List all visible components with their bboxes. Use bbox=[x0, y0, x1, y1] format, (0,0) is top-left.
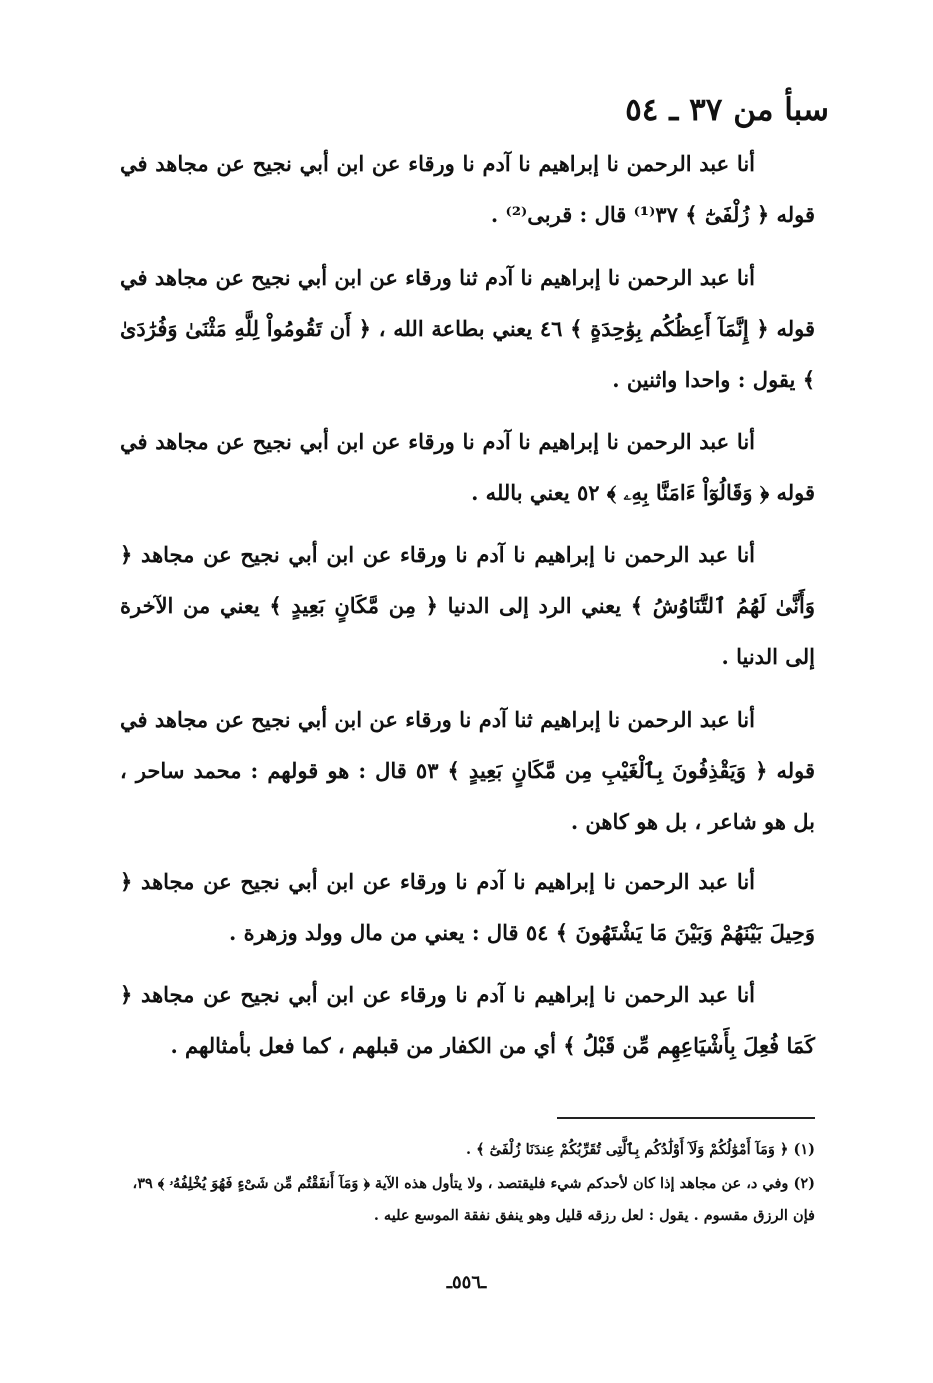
paragraph-7: أنا عبد الرحمن نا إبراهيم نا آدم نا ورقاء عن ابن أبي نجيح عن مجاهد ﴿ كَمَا فُعِلَ بِأَشْيَاعِهِم مِّن قَبْلُ ﴾ أي من الكفار من قبلهم ، كما فعل بأمثالهم . bbox=[120, 982, 815, 1058]
footnote-1: (١) ﴿ وَمَآ أَمْوَٰلُكُمْ وَلَآ أَوْلَٰدُكُم بِٱلَّتِى تُقَرِّبُكُمْ عِندَنَا زُلْفَىٰٓ ﴾ . bbox=[466, 1141, 815, 1158]
paragraph-4: أنا عبد الرحمن نا إبراهيم نا آدم نا ورقاء عن ابن أبي نجيح عن مجاهد ﴿ وَأَنَّىٰ لَهُمُ ٱلتَّنَاوُشُ ﴾ يعني الرد إلى الدنيا ﴿ مِن مَّكَانٍ بَعِيدٍ ﴾ يعني من الآخرة إلى الدنيا . bbox=[120, 542, 815, 669]
footnote-2: (٢) وفي د، عن مجاهد إذا كان لأحدكم شيء فليقتصد ، ولا يتأول هذه الآية ﴿ وَمَآ أَنفَقْتُم مِّن شَىْءٍ فَهُوَ يُخْلِفُهُۥ ﴾ ٣٩، فإن الرزق مقسوم . يقول : لعل رزقه قليل وهو ينفق نفقة الموسع عليه . bbox=[132, 1175, 815, 1224]
paragraph-1: أنا عبد الرحمن نا إبراهيم نا آدم نا ورقاء عن ابن أبي نجيح عن مجاهد في قوله ﴿ زُلْفَىٰٓ ﴾ ٣٧⁽¹⁾ قال : قربى⁽²⁾ . bbox=[120, 151, 815, 227]
paragraph-6: أنا عبد الرحمن نا إبراهيم نا آدم نا ورقاء عن ابن أبي نجيح عن مجاهد ﴿ وَحِيلَ بَيْنَهُمْ وَبَيْنَ مَا يَشْتَهُونَ ﴾ ٥٤ قال : يعني من مال وولد وزهرة . bbox=[120, 869, 815, 945]
page-number: ـ٥٥٦ـ bbox=[446, 1272, 487, 1293]
paragraph-2: أنا عبد الرحمن نا إبراهيم نا آدم ثنا ورقاء عن ابن أبي نجيح عن مجاهد في قوله ﴿ إِنَّمَآ أَعِظُكُم بِوَٰحِدَةٍ ﴾ ٤٦ يعني بطاعة الله ، ﴿ أَن تَقُومُواْ لِلَّهِ مَثْنَىٰ وَفُرَٰدَىٰ ﴾ يقول : واحدا واثنين . bbox=[120, 265, 815, 392]
running-header: سبأ من ٣٧ ـ ٥٤ bbox=[625, 92, 829, 128]
paragraph-3: أنا عبد الرحمن نا إبراهيم نا آدم نا ورقاء عن ابن أبي نجيح عن مجاهد في قوله ﴿ وَقَالُوٓاْ ءَامَنَّا بِهِۦ ﴾ ٥٢ يعني بالله . bbox=[120, 429, 815, 505]
footnote-separator bbox=[557, 1117, 815, 1119]
paragraph-5: أنا عبد الرحمن نا إبراهيم ثنا آدم نا ورقاء عن ابن أبي نجيح عن مجاهد في قوله ﴿ وَيَقْذِفُونَ بِٱلْغَيْبِ مِن مَّكَانٍ بَعِيدٍ ﴾ ٥٣ قال : هو قولهم : محمد ساحر ، بل هو شاعر ، بل هو كاهن . bbox=[120, 707, 815, 834]
